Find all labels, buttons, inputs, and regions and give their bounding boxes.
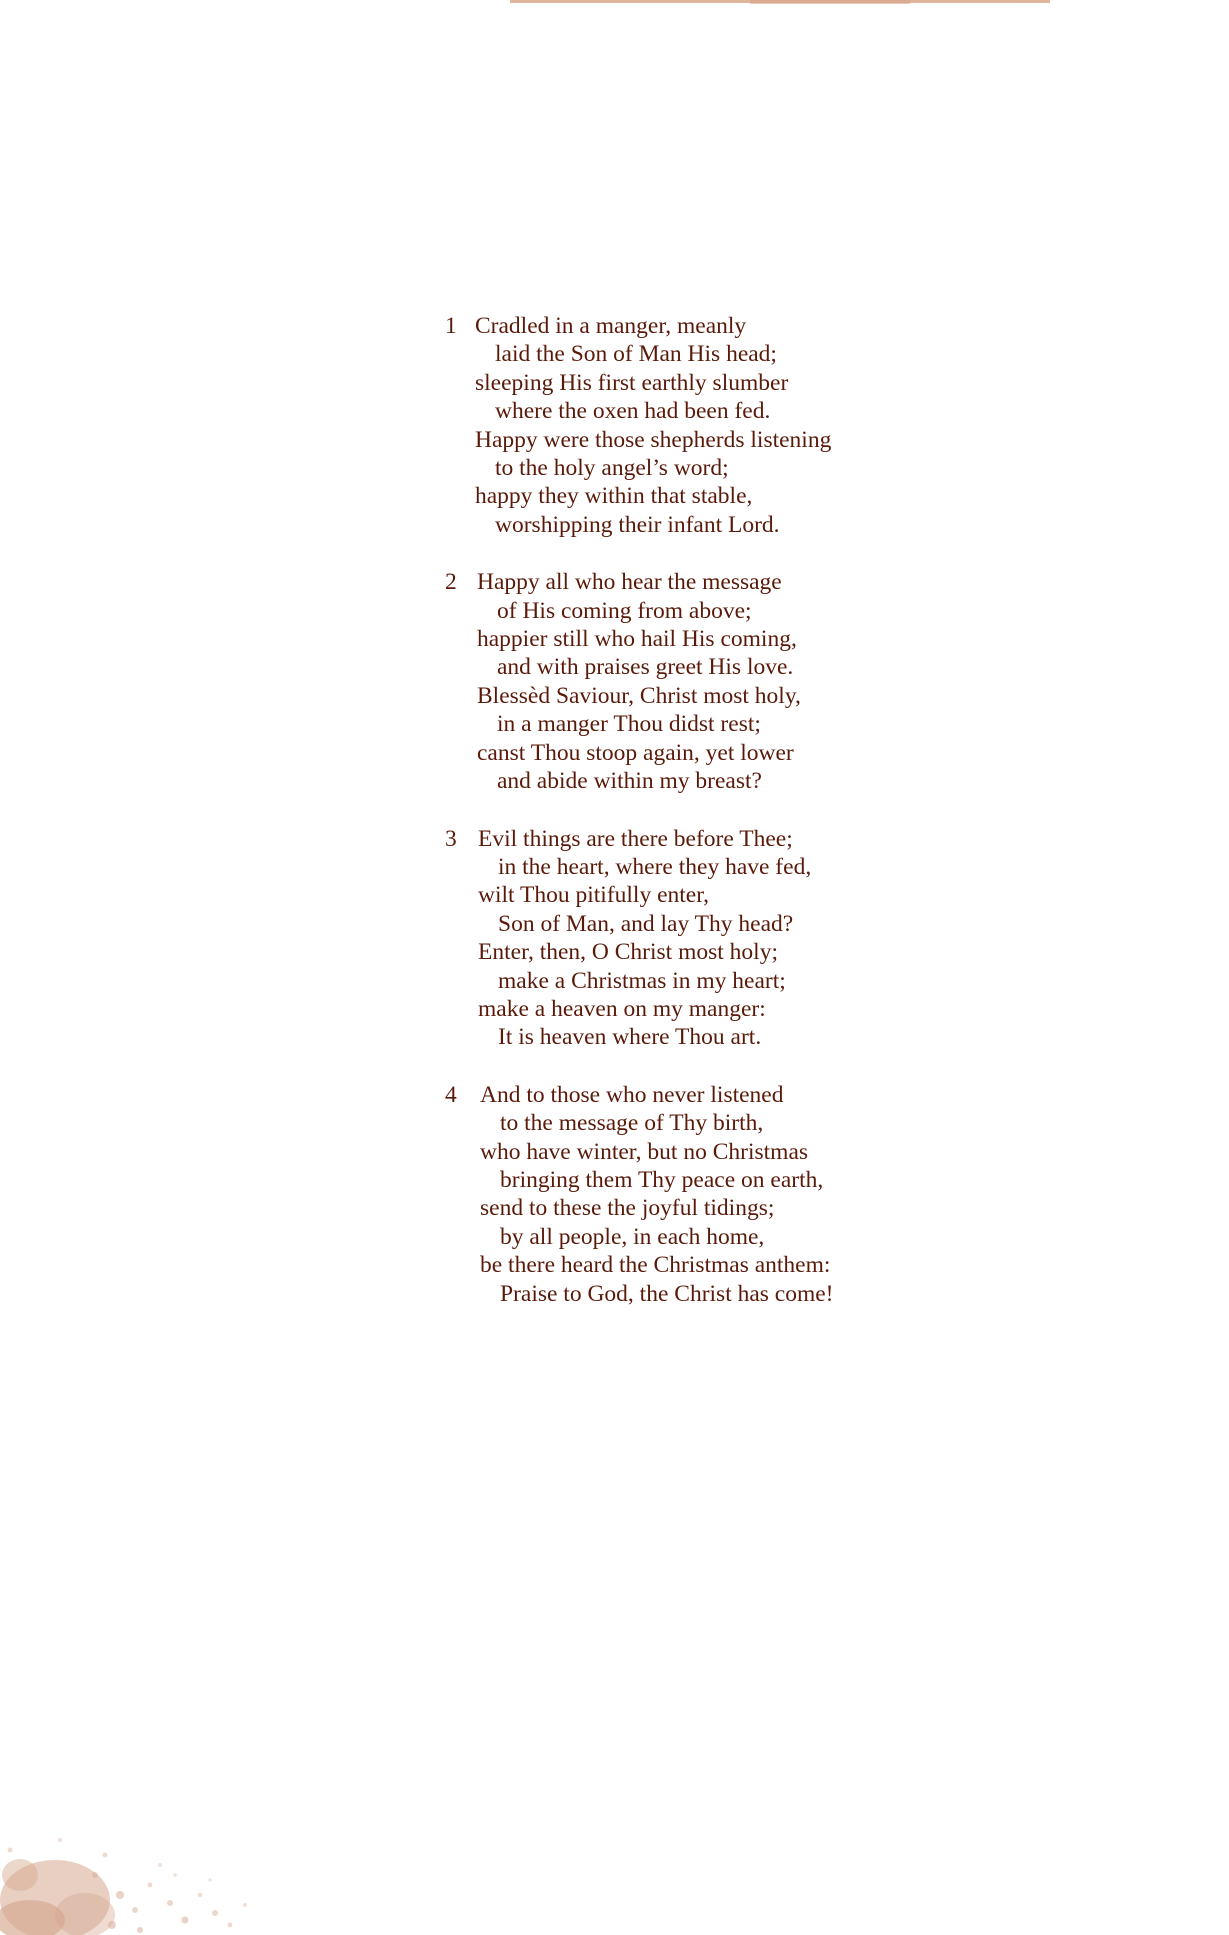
verse-line: send to these the joyful tidings; — [480, 1195, 775, 1222]
verse-line: Cradled in a manger, meanly — [475, 313, 747, 339]
verse-line: by all people, in each home, — [500, 1223, 765, 1250]
verse-line: laid the Son of Man His head; — [495, 341, 777, 368]
verse-line: Son of Man, and lay Thy head? — [498, 910, 794, 937]
verse-4 — [440, 1081, 920, 1308]
verse-number: 3 — [445, 825, 457, 852]
verse-3 — [440, 825, 920, 1052]
verse-line: Praise to God, the Christ has come! — [500, 1280, 834, 1307]
verse-number: 2 — [445, 569, 457, 596]
verse-line: to the message of Thy birth, — [500, 1110, 764, 1137]
verse-line: in the heart, where they have fed, — [498, 853, 812, 880]
verse-line: and with praises greet His love. — [497, 654, 794, 681]
verse-line: bringing them Thy peace on earth, — [500, 1166, 824, 1193]
corner-ink-stain — [0, 1735, 300, 1935]
verse-line: Happy all who hear the message — [477, 569, 782, 596]
verse-line: of His coming from above; — [497, 597, 752, 624]
verse-2 — [440, 568, 920, 795]
verse-line: Happy were those shepherds listening — [475, 426, 832, 453]
verse-line: who have winter, but no Christmas — [480, 1138, 809, 1165]
verse-line: make a heaven on my manger: — [478, 995, 766, 1022]
top-decorative-rule — [510, 0, 1050, 3]
verse-line: be there heard the Christmas anthem: — [480, 1252, 831, 1279]
verse-line: worshipping their infant Lord. — [495, 511, 780, 538]
verse-line: and abide within my breast? — [497, 768, 762, 795]
verse-line: make a Christmas in my heart; — [498, 967, 786, 994]
verse-number: 4 — [445, 1081, 457, 1108]
verse-1 — [440, 312, 920, 539]
verse-line: to the holy angel’s word; — [495, 455, 729, 482]
verse-line: wilt Thou pitifully enter, — [478, 882, 709, 909]
verse-line: Blessèd Saviour, Christ most holy, — [477, 682, 801, 709]
verse-line: canst Thou stoop again, yet lower — [477, 739, 794, 766]
verse-line: Evil things are there before Thee; — [478, 825, 793, 852]
hymn-text — [440, 312, 920, 1337]
verse-line: sleeping His first earthly slumber — [475, 369, 789, 396]
verse-line: happier still who hail His coming, — [477, 626, 797, 653]
verse-line: happy they within that stable, — [475, 483, 753, 510]
verse-number: 1 — [445, 313, 457, 339]
verse-line: Enter, then, O Christ most holy; — [478, 939, 778, 966]
verse-line: in a manger Thou didst rest; — [497, 711, 761, 738]
verse-line: It is heaven where Thou art. — [498, 1024, 762, 1051]
verse-line: And to those who never listened — [480, 1081, 784, 1108]
verse-line: where the oxen had been fed. — [495, 398, 771, 425]
